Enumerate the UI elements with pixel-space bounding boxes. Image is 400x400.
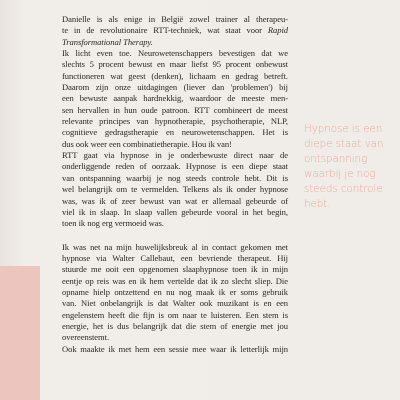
text-line: Ik was net na mijn huwelijksbreuk al in contact gekomen met [62,241,288,252]
text-line: wel belangrijk om te vermelden. Telkens als ik onder hypnose [62,184,288,195]
italic-text: Rapid [267,25,288,36]
paragraph-gap [62,230,288,242]
text-line: hypnose via Walter Callebaut, een bevriende therapeut. Hij [62,252,288,263]
text-line: relevante principes van hypnotherapie, psychotherapie, NLP, [62,116,288,127]
pull-quote-line: hebt. [304,198,331,210]
accent-bar [0,266,40,400]
text-line [62,25,288,36]
text-line: sen hervallen in hun oude patroon. RTT combineert de meest [62,104,288,115]
text-line: dus ook weer een combinatietherapie. Hou ik van! [62,138,232,149]
body-text [62,14,288,355]
pull-quote-line: waarbij je nog [304,168,376,180]
text-line: Daarom zijn onze uitdagingen (liever dan 'problemen') bij [62,82,288,93]
text-line: viel ik in slaap. In slaap vallen gebeurde vooral in het begin, [62,206,288,217]
text-line: engelenstem heeft die fijn is om naar te luisteren. Een stem is [62,309,288,320]
pull-quote-line: steeds controle [304,183,383,195]
text-line: slechts 5 procent bewust en maar liefst 95 procent onbewust [62,59,288,70]
text-line: was, was ik of zeer bewust van wat er allemaal gebeurde of [62,195,288,206]
pull-quote-line: ontspanning [304,153,368,165]
text-line: cognitieve gedragstherapie en neurowetenschappen. Het is [62,127,288,138]
text-line: functioneren wat geest (denken), lichaam en gedrag betreft. [62,70,288,81]
text-line: opname hielp ontzettend en nu nog maak ik er soms gebruik [62,286,288,297]
pull-quote-line: diepe staat van [304,138,384,150]
text-line: een bewuste aanpak hardnekkig, waardoor de meeste men- [62,93,288,104]
text-fragment: te in de revolutionaire RTT-techniek, wat staat voor [62,25,268,36]
text-line: RTT gaat via hypnose in je onderbewuste direct naar de [62,150,288,161]
text-line: energie, het is dus belangrijk dat die stem of energie met jou [62,320,288,331]
text-line: Ik licht even toe. Neurowetenschappers bevestigen dat we [62,48,288,59]
text-line: stuurde me ooit een opgenomen slaaphypnose toen ik in mijn [62,264,288,275]
pull-quote-line: Hypnose is een [304,123,383,135]
text-line: van ontspanning waarbij je nog steeds controle hebt. Dit is [62,172,288,183]
text-line [62,37,288,48]
text-line: van. Niet onbelangrijk is dat Walter ook muzikant is en een [62,298,288,309]
text-line: eentje op reis was en ik hem vertelde dat ik zo slecht sliep. Die [62,275,288,286]
text-line: Ook maakte ik met hem een sessie mee waar ik letterlijk mijn [62,343,288,354]
text-line: toen ik nog erg vermoeid was. [62,218,164,229]
text-line: overeenstemt. [62,332,110,343]
pull-quote [304,122,398,212]
italic-text: Transformational Therapy. [62,36,153,47]
text-line: onderliggende reden of oorzaak. Hypnose is een diepe staat [62,161,288,172]
text-line: Danielle is als enige in België zowel trainer al therapeu- [62,14,288,24]
